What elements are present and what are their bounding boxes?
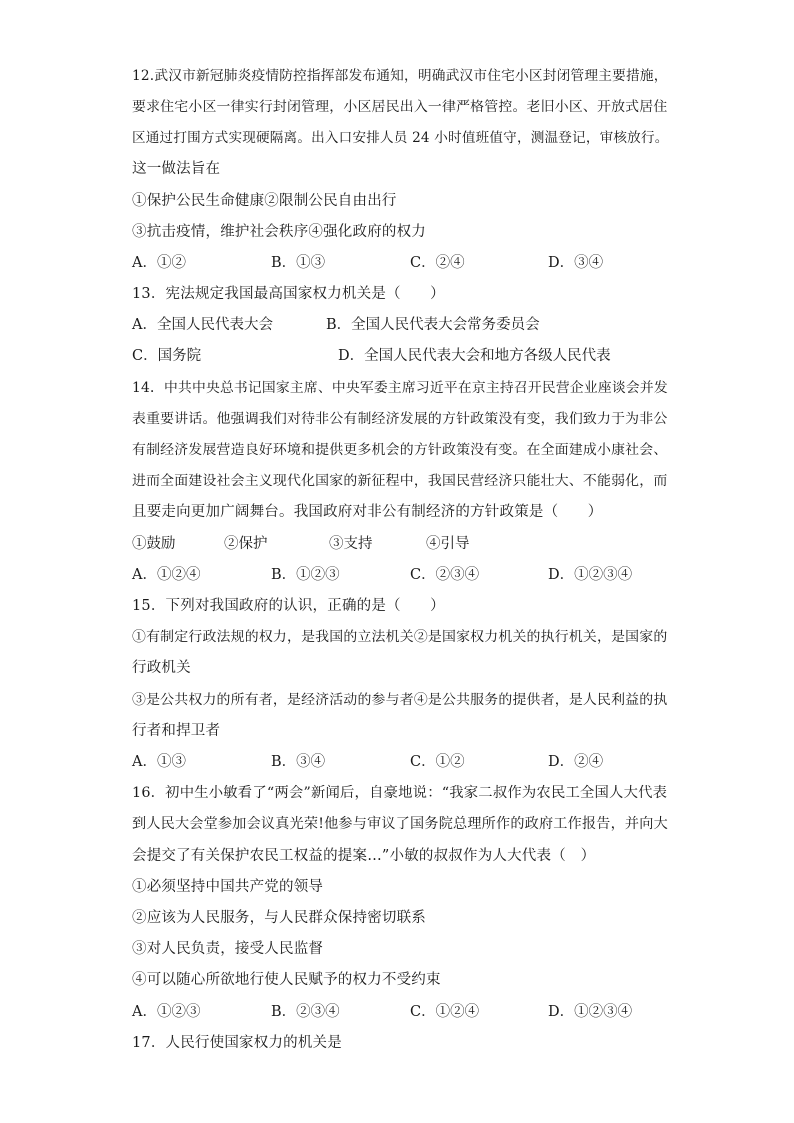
q15-stem: 15．下列对我国政府的认识，正确的是（ ） — [132, 598, 445, 614]
q14-option-c: C．②③④ — [410, 567, 480, 583]
q14-line-3: 有制经济发展营造良好环境和提供更多机会的方针政策没有变。在全面建成小康社会、 — [132, 442, 668, 458]
q12-line-4: 这一做法旨在 — [132, 161, 221, 177]
q13-option-c: C．国务院 — [132, 348, 202, 364]
q16-option-c: C．①②④ — [410, 1004, 480, 1020]
q15-option-a: A．①③ — [132, 754, 186, 770]
q14-item-2: ②保护 — [224, 536, 268, 552]
q12-line-2: 要求住宅小区一律实行封闭管理，小区居民出入一律严格管控。老旧小区、开放式居住 — [132, 99, 668, 115]
q12-option-d: D．③④ — [548, 255, 604, 271]
q16-item-4: ④可以随心所欲地行使人民赋予的权力不受约束 — [132, 972, 441, 988]
q16-option-a: A．①②③ — [132, 1004, 201, 1020]
q15-option-b: B．③④ — [271, 754, 326, 770]
q15-line-4: ③是公共权力的所有者，是经济活动的参与者④是公共服务的提供者，是人民利益的执 — [132, 692, 668, 708]
q16-line-2: 到人民大会堂参加会议真光荣!他参与审议了国务院总理所作的政府工作报告，并向大 — [132, 816, 668, 832]
q12-option-b: B．①③ — [271, 255, 326, 271]
q14-line-2: 表重要讲话。他强调我们对待非公有制经济发展的方针政策没有变，我们致力于为非公 — [132, 411, 668, 427]
q14-line-5: 且要走向更加广阔舞台。我国政府对非公有制经济的方针政策是（ ） — [132, 504, 603, 520]
q16-option-b: B．②③④ — [271, 1004, 340, 1020]
q12-option-a: A．①② — [132, 255, 186, 271]
q12-item-line-2: ③抗击疫情，维护社会秩序④强化政府的权力 — [132, 224, 426, 240]
q14-line-4: 进而全面建设社会主义现代化国家的新征程中，我国民营经济只能壮大、不能弱化，而 — [132, 473, 668, 489]
q14-item-1: ①鼓励 — [132, 536, 176, 552]
q13-stem: 13．宪法规定我国最高国家权力机关是（ ） — [132, 286, 445, 302]
q14-item-3: ③支持 — [329, 536, 373, 552]
q13-option-b: B．全国人民代表大会常务委员会 — [326, 317, 540, 333]
q16-line-1: 16．初中生小敏看了“两会”新闻后，自豪地说：“我家二叔作为农民工全国人大代表 — [132, 785, 668, 801]
q15-line-2: ①有制定行政法规的权力，是我国的立法机关②是国家权力机关的执行机关，是国家的 — [132, 629, 668, 645]
q13-option-d: D．全国人民代表大会和地方各级人民代表 — [338, 348, 611, 364]
q16-item-1: ①必须坚持中国共产党的领导 — [132, 879, 324, 895]
q16-option-d: D．①②③④ — [548, 1004, 633, 1020]
q13-option-a: A．全国人民代表大会 — [132, 317, 273, 333]
q15-line-3: 行政机关 — [132, 660, 191, 676]
q16-line-3: 会提交了有关保护农民工权益的提案…”小敏的叔叔作为人大代表（ ） — [132, 848, 596, 864]
q12-option-c: C．②④ — [410, 255, 465, 271]
q17-stem: 17．人民行使国家权力的机关是 — [132, 1035, 342, 1051]
q15-option-d: D．②④ — [548, 754, 604, 770]
q15-line-5: 行者和捍卫者 — [132, 723, 221, 739]
q12-item-line-1: ①保护公民生命健康②限制公民自由出行 — [132, 193, 397, 209]
q14-line-1: 14．中共中央总书记国家主席、中央军委主席习近平在京主持召开民营企业座谈会并发 — [132, 380, 668, 396]
q12-line-3: 区通过打围方式实现硬隔离。出入口安排人员 24 小时值班值守，测温登记，审核放行。 — [132, 130, 669, 146]
q16-item-3: ③对人民负责，接受人民监督 — [132, 941, 324, 957]
q14-option-b: B．①②③ — [271, 567, 340, 583]
q14-option-d: D．①②③④ — [548, 567, 633, 583]
q14-item-4: ④引导 — [426, 536, 470, 552]
q15-option-c: C．①② — [410, 754, 465, 770]
q14-option-a: A．①②④ — [132, 567, 201, 583]
q16-item-2: ②应该为人民服务，与人民群众保持密切联系 — [132, 910, 426, 926]
q12-line-1: 12.武汉市新冠肺炎疫情防控指挥部发布通知，明确武汉市住宅小区封闭管理主要措施， — [132, 68, 668, 84]
